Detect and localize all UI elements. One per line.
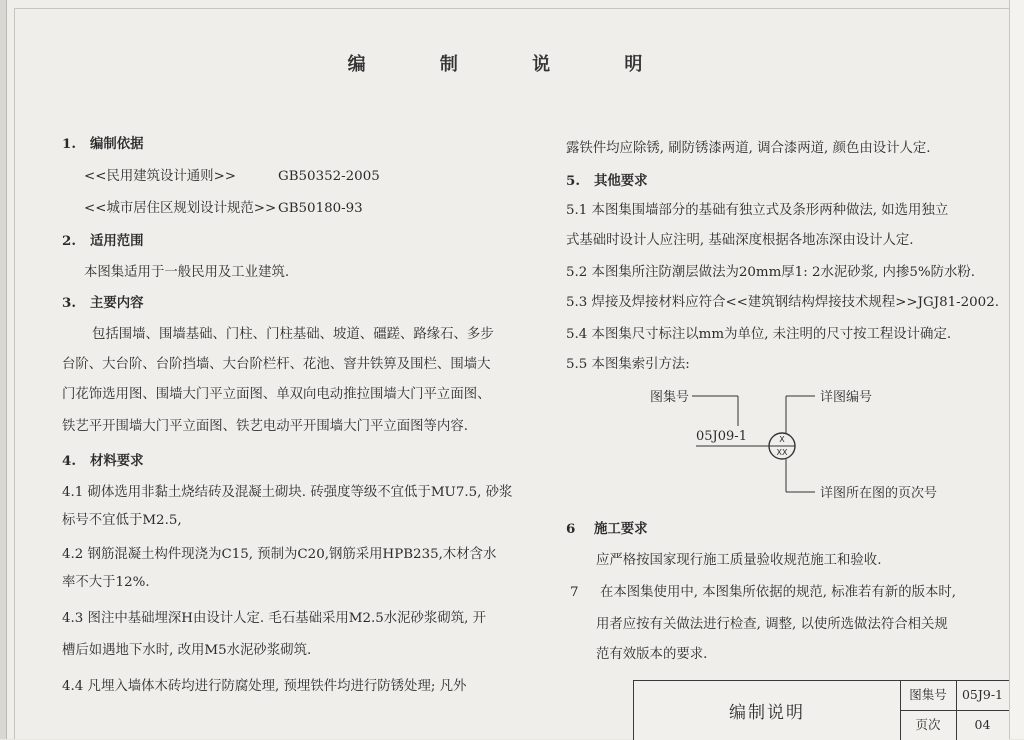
reference-1-code: GB50352-2005 xyxy=(278,169,380,184)
reference-2-code: GB50180-93 xyxy=(278,201,363,216)
title-block-name: 编制说明 xyxy=(634,681,901,740)
section-5-5: 5.5 本图集索引方法: xyxy=(566,357,690,372)
title-block xyxy=(633,680,1009,740)
section-3-line-2: 台阶、大台阶、台阶挡墙、大台阶栏杆、花池、窨井铁箅及围栏、围墙大 xyxy=(62,357,491,372)
diagram-page-label: 详图所在图的页次号 xyxy=(820,486,938,501)
section-5-3: 5.3 焊接及焊接材料应符合<<建筑钢结构焊接技术规程>>JGJ81-2002. xyxy=(566,295,999,310)
section-6-title: 施工要求 xyxy=(593,521,648,537)
section-3-line-4: 铁艺平开围墙大门平立面图、铁艺电动平开围墙大门平立面图等内容. xyxy=(62,419,468,434)
section-2-text: 本图集适用于一般民用及工业建筑. xyxy=(84,265,290,280)
section-4-4-line-1: 4.4 凡埋入墙体木砖均进行防腐处理, 预埋铁件均进行防锈处理; 凡外 xyxy=(62,679,467,694)
section-3-heading xyxy=(62,294,144,312)
index-method-diagram xyxy=(640,380,970,505)
title-block-atlas-value: 05J9-1 xyxy=(961,687,1004,702)
section-5-heading xyxy=(566,172,648,190)
section-6-number: 6 xyxy=(566,521,576,537)
section-4-3-line-1: 4.3 图注中基础埋深H由设计人定. 毛石基础采用M2.5水泥砂浆砌筑, 开 xyxy=(62,611,487,626)
index-circle-bottom: XX xyxy=(776,448,788,457)
index-circle-top: X xyxy=(779,435,785,444)
section-1-heading xyxy=(62,135,144,153)
section-5-2: 5.2 本图集所注防潮层做法为20mm厚1: 2水泥砂浆, 内掺5%防水粉. xyxy=(566,265,976,280)
section-5-1-line-2: 式基础时设计人应注明, 基础深度根据各地冻深由设计人定. xyxy=(566,233,914,248)
section-7-line-2: 用者应按有关做法进行检查, 调整, 以使所选做法符合相关规 xyxy=(596,617,948,632)
diagram-detail-label: 详图编号 xyxy=(820,390,873,405)
section-3-line-3: 门花饰选用图、围墙大门平立面图、单双向电动推拉围墙大门平立面图、 xyxy=(62,387,491,402)
section-5-title: 其他要求 xyxy=(593,173,648,189)
section-5-number: 5. xyxy=(566,173,580,189)
page-edge xyxy=(1009,0,1024,739)
section-3-number: 3. xyxy=(62,295,76,311)
reference-2-name: <<城市居住区规划设计规范>> xyxy=(84,201,277,216)
section-4-2-line-1: 4.2 钢筋混凝土构件现浇为C15, 预制为C20,钢筋采用HPB235,木材含水 xyxy=(62,547,497,562)
frame-left-line xyxy=(14,8,15,739)
section-4-4-continuation: 露铁件均应除锈, 刷防锈漆两道, 调合漆两道, 颜色由设计人定. xyxy=(566,141,931,156)
section-3-line-1: 包括围墙、围墙基础、门柱、门柱基础、坡道、礓蹉、路缘石、多步 xyxy=(92,327,494,342)
diagram-atlas-code: 05J09-1 xyxy=(696,429,747,444)
title-block-page-value: 04 xyxy=(974,717,991,732)
title-block-atlas-label: 图集号 xyxy=(909,687,947,702)
section-4-1-line-2: 标号不宜低于M2.5, xyxy=(62,513,182,528)
section-3-title: 主要内容 xyxy=(89,295,144,311)
frame-top-line xyxy=(14,8,1010,9)
section-1-title: 编制依据 xyxy=(89,136,144,152)
section-2-heading xyxy=(62,232,144,250)
section-6-heading xyxy=(566,520,648,538)
section-7-line-1: 在本图集使用中, 本图集所依据的规范, 标准若有新的版本时, xyxy=(600,585,957,600)
section-4-heading xyxy=(62,452,144,470)
section-7-number: 7 xyxy=(570,585,579,600)
section-5-4: 5.4 本图集尺寸标注以mm为单位, 未注明的尺寸按工程设计确定. xyxy=(566,327,952,342)
diagram-atlas-label: 图集号 xyxy=(650,390,690,405)
section-2-number: 2. xyxy=(62,233,76,249)
section-1-number: 1. xyxy=(62,136,76,152)
section-6-text: 应严格按国家现行施工质量验收规范施工和验收. xyxy=(596,553,882,568)
section-4-3-line-2: 槽后如遇地下水时, 改用M5水泥砂浆砌筑. xyxy=(62,643,312,658)
section-4-1-line-1: 4.1 砌体选用非黏土烧结砖及混凝土砌块. 砖强度等级不宜低于MU7.5, 砂浆 xyxy=(62,485,513,500)
reference-1-name: <<民用建筑设计通则>> xyxy=(84,169,237,184)
section-4-2-line-2: 率不大于12%. xyxy=(62,575,150,590)
section-2-title: 适用范围 xyxy=(89,233,144,249)
title-block-page-label: 页次 xyxy=(915,717,941,732)
section-4-title: 材料要求 xyxy=(89,453,144,469)
page-title: 编 制 说 明 xyxy=(347,54,677,75)
binding-spine xyxy=(0,0,7,739)
section-7-line-3: 范有效版本的要求. xyxy=(596,647,708,662)
section-4-number: 4. xyxy=(62,453,76,469)
section-5-1-line-1: 5.1 本图集围墙部分的基础有独立式及条形两种做法, 如选用独立 xyxy=(566,203,949,218)
